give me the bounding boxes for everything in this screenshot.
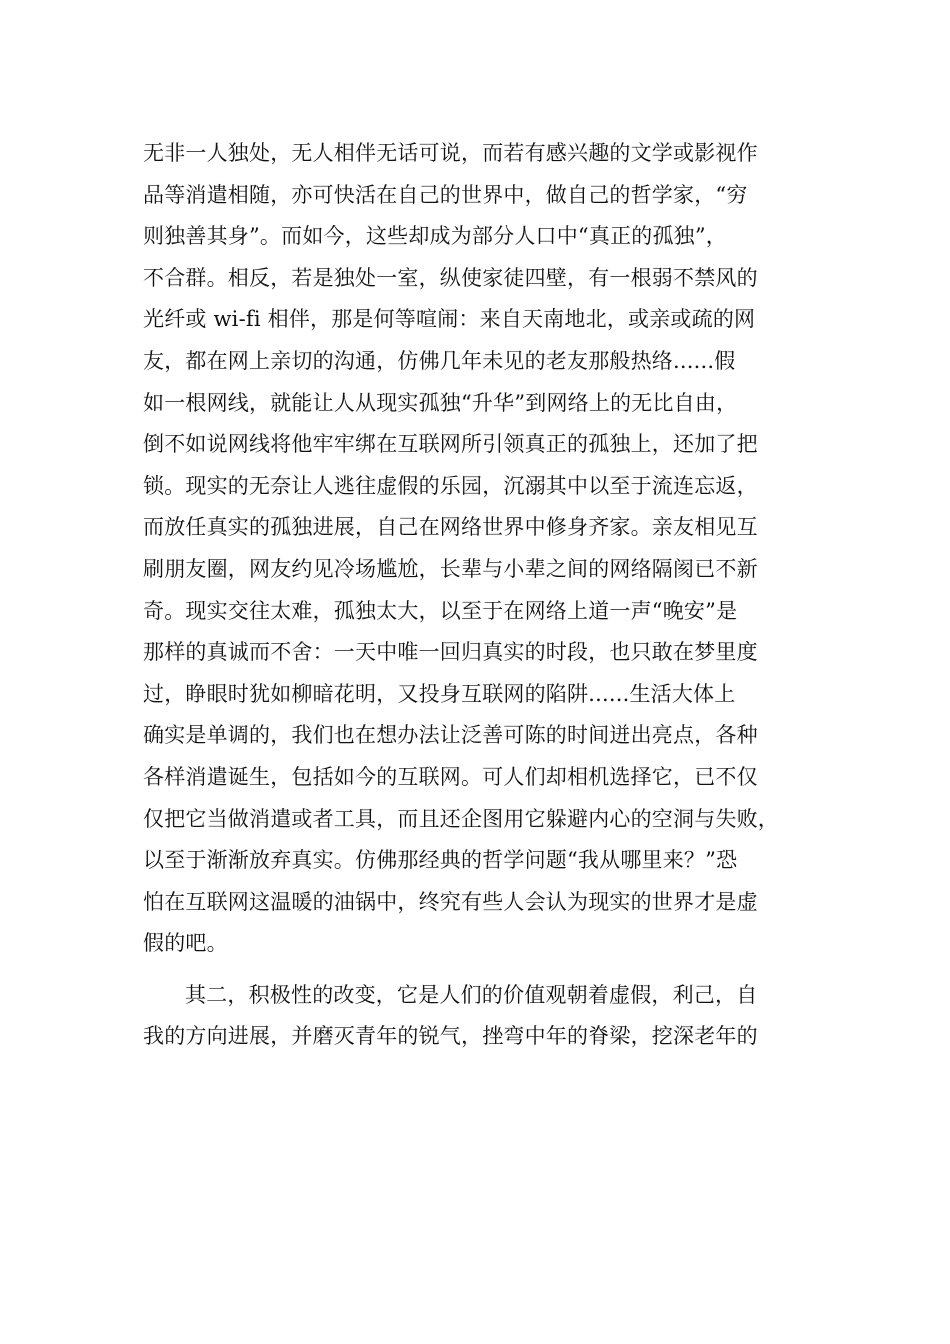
- text-line: 那样的真诚而不舍：一天中唯一回归真实的时段，也只敢在梦里度: [143, 640, 758, 665]
- text-line: 各样消遣诞生，包括如今的互联网。可人们却相机选择它，已不仅: [143, 764, 758, 789]
- paragraph-1: [143, 133, 833, 965]
- text-line: 友，都在网上亲切的沟通，仿佛几年未见的老友那般热络......假: [143, 348, 736, 373]
- text-line: 以至于渐渐放弃真实。仿佛那经典的哲学问题“我从哪里来？”恐: [143, 848, 738, 873]
- paragraph-2: [143, 975, 833, 1058]
- text-line: 怕在互联网这温暖的油锅中，终究有些人会认为现实的世界才是虚: [143, 889, 758, 914]
- text-line: 奇。现实交往太难，孤独太大，以至于在网络上道一声“晚安”是: [143, 598, 738, 623]
- text-line: 无非一人独处，无人相伴无话可说，而若有感兴趣的文学或影视作: [143, 141, 758, 165]
- text-line: 过，睁眼时犹如柳暗花明，又投身互联网的陷阱......生活大体上: [143, 681, 736, 706]
- text-line: 则独善其身”。而如今，这些却成为部分人口中“真正的孤独”，: [143, 224, 728, 249]
- text-line: 确实是单调的，我们也在想办法让泛善可陈的时间迸出亮点，各种: [143, 723, 758, 748]
- text-line: 仅把它当做消遣或者工具，而且还企图用它躲避内心的空洞与失败，: [143, 806, 779, 831]
- text-line: 其二，积极性的改变，它是人们的价值观朝着虚假，利己，自: [185, 982, 758, 1007]
- text-line: 不合群。相反，若是独处一室，纵使家徒四壁，有一根弱不禁风的: [143, 265, 758, 290]
- paragraph-gap: [143, 965, 833, 975]
- text-line: 我的方向进展，并磨灭青年的锐气，挫弯中年的脊梁，挖深老年的: [143, 1024, 758, 1049]
- text-line: 光纤或 wi-fi 相伴，那是何等喧闹：来自天南地北，或亲或疏的网: [143, 307, 756, 332]
- body-text: [143, 133, 833, 1058]
- text-line: 而放任真实的孤独进展，自己在网络世界中修身齐家。亲友相见互: [143, 515, 758, 540]
- text-line: 锁。现实的无奈让人逃往虚假的乐园，沉溺其中以至于流连忘返，: [143, 473, 758, 498]
- text-line: 假的吧。: [143, 931, 228, 956]
- text-line: 品等消遣相随，亦可快活在自己的世界中，做自己的哲学家，“穷: [143, 182, 748, 207]
- text-line: 如一根网线，就能让人从现实孤独“升华”到网络上的无比自由，: [143, 390, 738, 415]
- text-line: 倒不如说网线将他牢牢绑在互联网所引领真正的孤独上，还加了把: [143, 432, 758, 457]
- text-line: 刷朋友圈，网友约见冷场尴尬，长辈与小辈之间的网络隔阂已不新: [143, 556, 758, 581]
